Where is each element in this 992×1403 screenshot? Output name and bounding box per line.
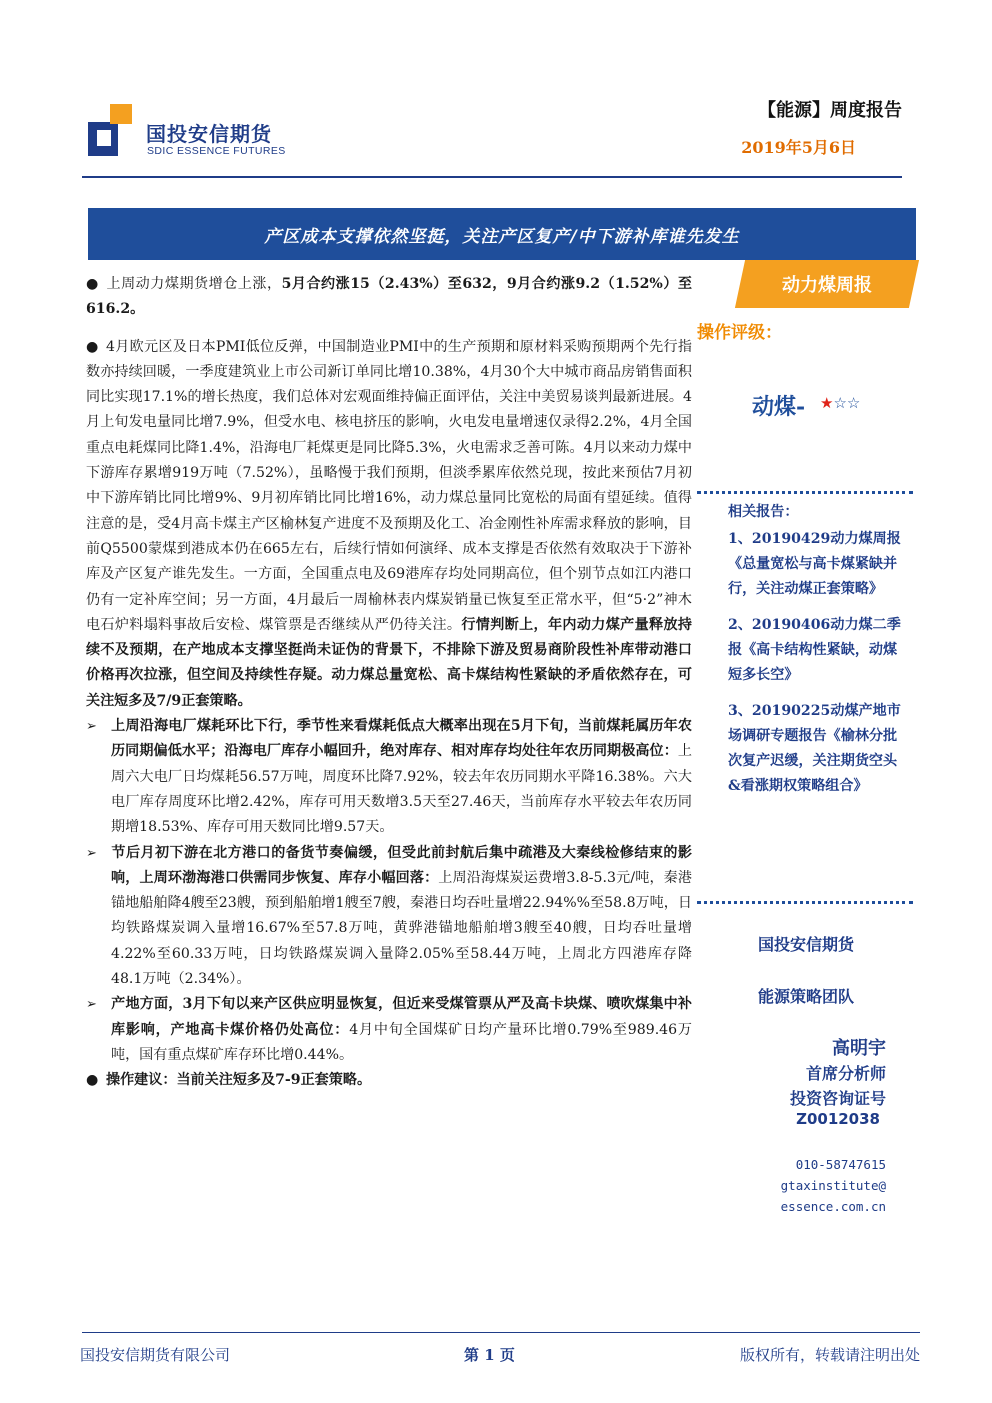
arrow-bullet-icon: ➢ [86, 845, 97, 861]
company-logo-icon [88, 104, 134, 156]
point-power-plants: ➢ 上周沿海电厂煤耗环比下行，季节性来看煤耗低点大概率出现在5月下旬，当前煤耗属历年农历同期偏低水平；沿海电厂库存小幅回升，绝对库存、相对库存均处往年农历同期极高位：上周六大电厂日均煤耗56.57万吨，周度环比降7.92%，较去年农历同期水平降16.38%。六大电厂库存周度环比增2.42%，库存可用天数增3.5天至27.46天，当前库存水平较去年农历同期增18.53%、库存可用天数同比增9.57天。 [86, 714, 692, 840]
report-type: 【能源】周度报告 [758, 100, 902, 121]
analyst-title: 首席分析师 [805, 1064, 886, 1083]
operation-advice: ● 操作建议：当前关注短多及7-9正套策略。 [86, 1068, 692, 1093]
point-ports: ➢ 节后月初下游在北方港口的备货节奏偏缓，但受此前封航后集中疏港及大秦线检修结束的影响，上周环渤海港口供需同步恢复、库存小幅回落：上周沿海煤炭运费增3.8-5.3元/吨，秦港锚地船舶降4艘至23艘，预到船舶增1艘至7艘，秦港日均吞吐量增22.94%%至58.8万吨，日均铁路煤炭调入量增16.67%至57.8万吨，黄骅港锚地船舶增3艘至40艘，日均吞吐量增4.22%至60.33万吨，日均铁路煤炭调入量降2.05%至58.44万吨，上周北方四港库存降48.1万吨（2.34%）。 [86, 841, 692, 993]
logo-company-name: 国投安信期货 [146, 122, 272, 146]
star-filled-icon: ★ [820, 394, 834, 412]
sidebar-divider [697, 901, 913, 904]
arrow-bullet-icon: ➢ [86, 997, 97, 1013]
report-tag: 动力煤周报 [782, 275, 872, 296]
analyst-name: 高明宇 [832, 1038, 886, 1059]
rating-value: 动煤- [752, 394, 806, 420]
footer-copyright: 版权所有，转载请注明出处 [739, 1346, 920, 1364]
organization-name: 国投安信期货 [757, 935, 854, 954]
rating-label: 操作评级： [697, 323, 782, 343]
point-production: ➢ 产地方面，3月下旬以来产区供应明显恢复，但近来受煤管票从严及高卡块煤、喷吹煤集中补库影响，产地高卡煤价格仍处高位：4月中旬全国煤矿日均产量环比增0.79%至989.46万吨，国有重点煤矿库存环比增0.44%。 [86, 992, 692, 1068]
related-reports [728, 500, 908, 810]
footer-company: 国投安信期货有限公司 [80, 1346, 231, 1364]
arrow-bullet-icon: ➢ [86, 719, 97, 735]
contact-phone: 010-58747615 [795, 1157, 886, 1172]
team-name: 能源策略团队 [757, 987, 854, 1006]
related-report-item: 2、20190406动力煤二季报《高卡结构性紧缺，动煤短多长空》 [728, 617, 901, 683]
report-body [86, 272, 692, 1094]
title-banner [88, 208, 916, 260]
analyst-cert-label: 投资咨询证号 [789, 1089, 886, 1108]
header-divider [82, 176, 902, 178]
related-reports-title: 相关报告： [728, 504, 799, 520]
footer-divider [82, 1332, 920, 1333]
related-report-item: 1、20190429动力煤周报《总量宽松与高卡煤紧缺并行，关注动煤正套策略》 [728, 531, 901, 597]
page-number: 第 1 页 [464, 1346, 515, 1364]
report-date: 2019年5月6日 [741, 138, 856, 157]
sidebar-divider [697, 491, 913, 494]
analyst-cert-id: Z0012038 [796, 1110, 880, 1128]
bullet-icon: ● [86, 1072, 99, 1089]
report-title: 产区成本支撑依然坚挺，关注产区复产/中下游补库谁先发生 [264, 226, 740, 247]
related-report-item: 3、20190225动煤产地市场调研专题报告《榆林分批次复产迟缓，关注期货空头&看涨期权策略组合》 [728, 703, 901, 794]
contact-email: gtaxinstitute@ [780, 1178, 886, 1193]
logo-company-name-en: SDIC ESSENCE FUTURES [147, 145, 286, 157]
summary-paragraph: ● 上周动力煤期货增仓上涨，5月合约涨15（2.43%）至632，9月合约涨9.2（1.52%）至616.2。 [86, 272, 692, 323]
rating-stars [820, 394, 860, 412]
bullet-icon: ● [86, 276, 99, 292]
analysis-paragraph: ● 4月欧元区及日本PMI低位反弹，中国制造业PMI中的生产预期和原材料采购预期两个先行指数亦持续回暖，一季度建筑业上市公司新订单同比增10.38%，4月30个大中城市商品房销售面积同比实现17.1%的增长热度，我们总体对宏观面维持偏正面评估，关注中美贸易谈判最新进展。4月上旬发电量同比增7.9%，但受水电、核电挤压的影响，火电发电量增速仅录得2.2%，4月全国重点电耗煤同比降1.4%，沿海电厂耗煤更是同比降5.3%，火电需求乏善可陈。4月以来动力煤中下游库存累增919万吨（7.52%），虽略慢于我们预期，但淡季累库依然兑现，按此来预估7月初中下游库销比同比增9%、9月初库销比同比增16%，动力煤总量同比宽松的局面有望延续。值得注意的是，受4月高卡煤主产区榆林复产进度不及预期及化工、冶金刚性补库需求释放的影响，目前Q5500蒙煤到港成本仍在665左右，后续行情如何演绎、成本支撑是否依然有效取决于下游补库及产区复产谁先发生。一方面，全国重点电及69港库存均处同期高位，但个别节点如江内港口仍有一定补库空间；另一方面，4月最后一周榆林表内煤炭销量已恢复至正常水平，但“5·2”神木电石炉料塌料事故后安检、煤管票是否继续从严仍待关注。行情判断上，年内动力煤产量释放持续不及预期，在产地成本支撑坚挺尚未证伪的背景下，不排除下游及贸易商阶段性补库带动港口价格再次拉涨，但空间及持续性存疑。动力煤总量宽松、高卡煤结构性紧缺的矛盾依然存在，可关注短多及7/9正套策略。 [86, 335, 692, 714]
bullet-icon: ● [86, 338, 99, 355]
star-empty-icon: ☆☆ [833, 394, 861, 412]
contact-email-domain: essence.com.cn [780, 1199, 886, 1214]
